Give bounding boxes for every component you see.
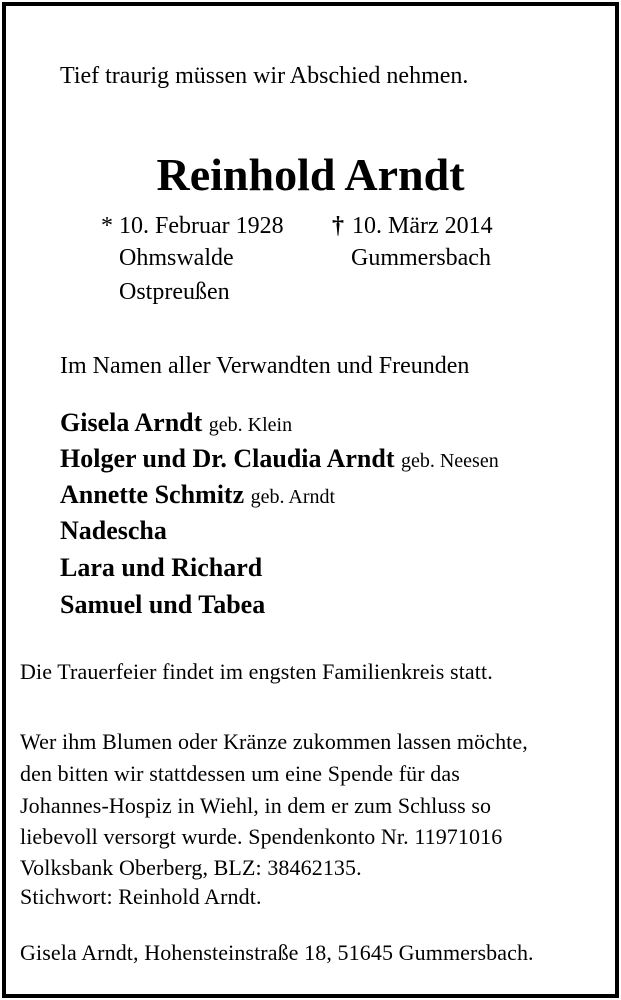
deceased-name: Reinhold Arndt (156, 149, 465, 200)
mourner-name: Lara und Richard (60, 553, 263, 582)
death-line (330, 213, 493, 240)
donation-line: Johannes-Hospiz in Wiehl, in dem er zum Schluss so (20, 793, 492, 818)
birth-date: 10. Februar 1928 (119, 213, 284, 239)
mourner-name: Samuel und Tabea (60, 590, 266, 619)
mourner-item (60, 480, 335, 510)
cross-icon: † (332, 213, 344, 239)
donation-line: Volksbank Oberberg, BLZ: 38462135. (20, 855, 362, 880)
birth-line (101, 213, 284, 240)
mourner-item (60, 444, 499, 474)
mourners-intro: Im Namen aller Verwandten und Freunden (60, 353, 470, 379)
contact-address: Gisela Arndt, Hohensteinstraße 18, 51645 Gummersbach. (20, 940, 534, 965)
birth-region: Ostpreußen (119, 279, 230, 305)
mourner-item (60, 553, 262, 583)
mourner-note: geb. Neesen (400, 450, 499, 472)
birth-symbol: * (101, 213, 113, 239)
mourner-note: geb. Klein (208, 414, 293, 436)
ceremony-note: Die Trauerfeier findet im engsten Familienkreis statt. (20, 659, 493, 684)
donation-line: den bitten wir stattdessen um eine Spende für das (20, 761, 460, 786)
mourner-item (60, 590, 265, 620)
donation-line: liebevoll versorgt wurde. Spendenkonto Nr. 11971016 (20, 824, 503, 849)
mourner-item (60, 408, 292, 438)
intro-text: Tief traurig müssen wir Abschied nehmen. (60, 63, 469, 89)
mourner-name: Holger und Dr. Claudia Arndt (60, 444, 395, 473)
mourner-name: Annette Schmitz (60, 480, 245, 509)
donation-line: Wer ihm Blumen oder Kränze zukommen lassen möchte, (20, 729, 528, 754)
birth-place: Ohmswalde (119, 245, 234, 271)
mourner-note: geb. Arndt (250, 486, 336, 508)
mourner-name: Nadescha (60, 516, 167, 545)
death-place: Gummersbach (351, 245, 491, 271)
death-date: 10. März 2014 (352, 213, 493, 239)
mourner-name: Gisela Arndt (60, 408, 203, 437)
mourner-item (60, 516, 167, 546)
donation-line: Stichwort: Reinhold Arndt. (20, 884, 262, 909)
